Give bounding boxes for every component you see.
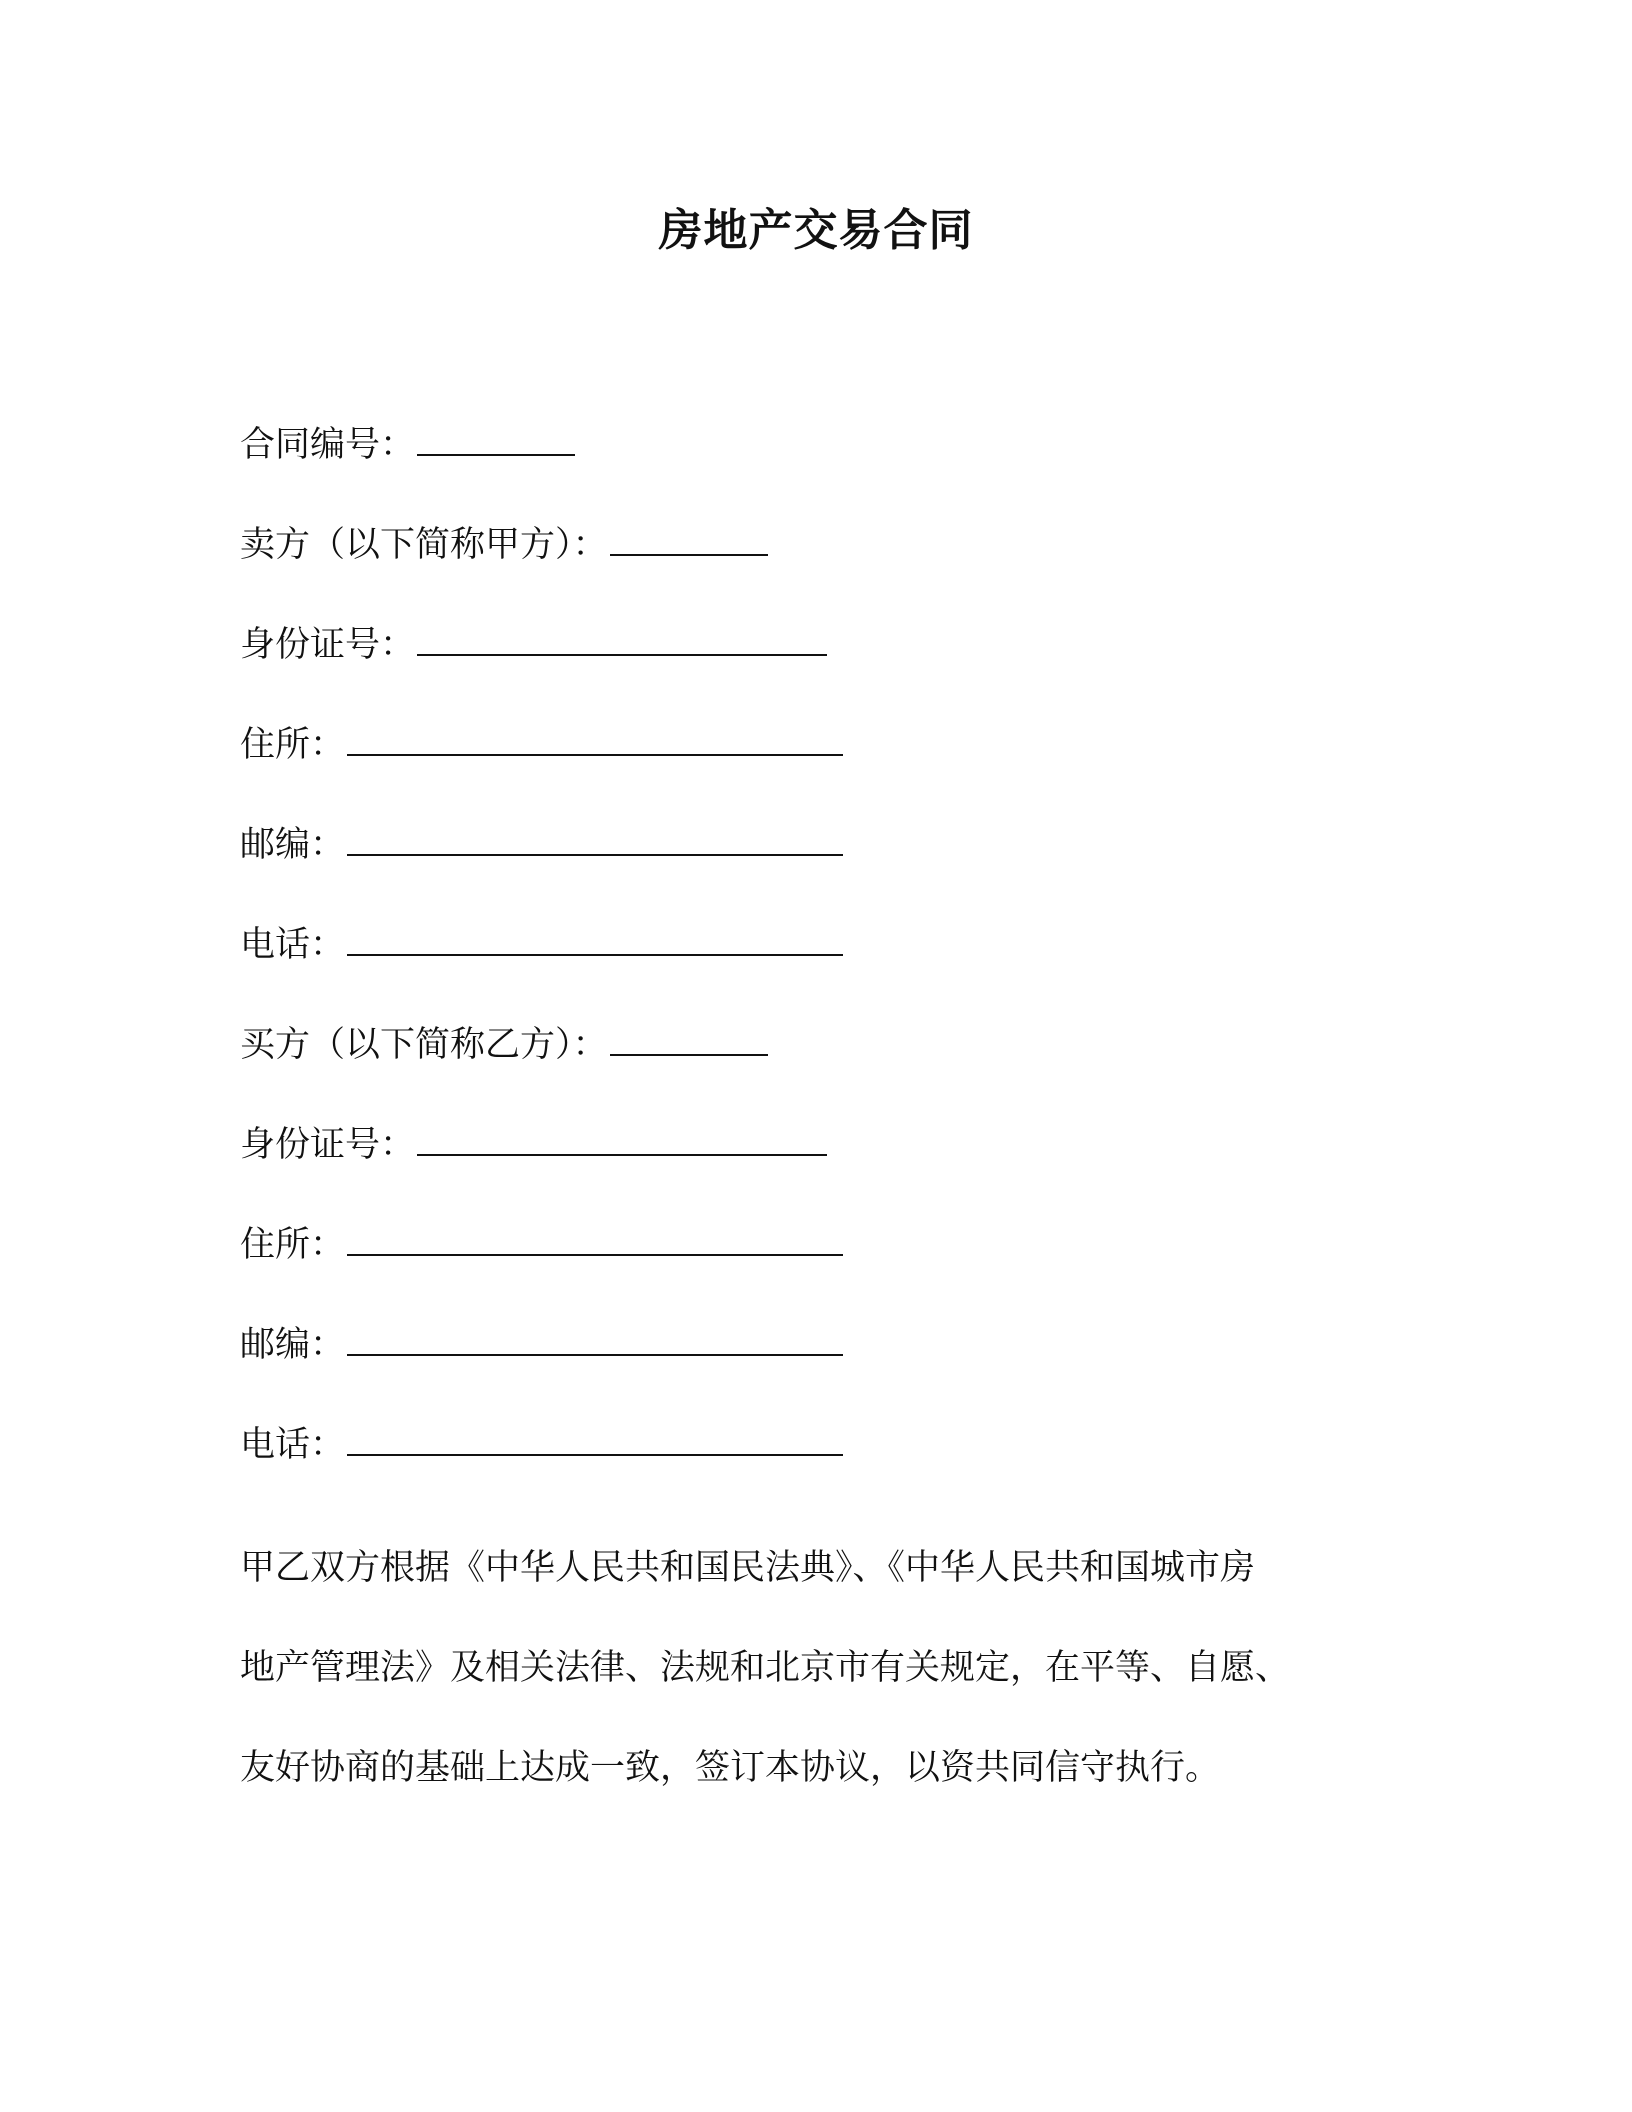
fill-in-blank[interactable] xyxy=(347,1224,843,1256)
field-buyer-address xyxy=(240,1218,1420,1318)
field-label: 住所： xyxy=(240,725,346,765)
field-label: 邮编： xyxy=(240,1325,346,1365)
preamble-line: 友好协商的基础上达成一致，签订本协议，以资共同信守执行。 xyxy=(240,1748,1221,1788)
field-seller-phone xyxy=(240,918,1420,1018)
document-title: 房地产交易合同 xyxy=(658,205,974,256)
field-label: 卖方（以下简称甲方）： xyxy=(240,525,608,565)
field-label: 合同编号： xyxy=(240,425,416,465)
fill-in-blank[interactable] xyxy=(347,924,843,956)
party-info-fields xyxy=(240,418,1420,1518)
fill-in-blank[interactable] xyxy=(347,824,843,856)
field-seller-address xyxy=(240,718,1420,818)
field-label: 邮编： xyxy=(240,825,346,865)
field-contract-number xyxy=(240,418,1420,518)
fill-in-blank[interactable] xyxy=(347,724,843,756)
field-label: 住所： xyxy=(240,1225,346,1265)
field-seller-id-number xyxy=(240,618,1420,718)
field-label: 身份证号： xyxy=(240,625,416,665)
fill-in-blank[interactable] xyxy=(417,424,575,456)
field-buyer-phone xyxy=(240,1418,1420,1518)
field-seller xyxy=(240,518,1420,618)
field-buyer-id-number xyxy=(240,1118,1420,1218)
fill-in-blank[interactable] xyxy=(347,1424,843,1456)
fill-in-blank[interactable] xyxy=(610,1024,768,1056)
fill-in-blank[interactable] xyxy=(347,1324,843,1356)
fill-in-blank[interactable] xyxy=(417,624,827,656)
field-label: 电话： xyxy=(240,1425,346,1465)
preamble-line: 甲乙双方根据《中华人民共和国民法典》、《中华人民共和国城市房 xyxy=(240,1548,1256,1588)
field-label: 电话： xyxy=(240,925,346,965)
field-buyer-postcode xyxy=(240,1318,1420,1418)
preamble-line: 地产管理法》及相关法律、法规和北京市有关规定，在平等、自愿、 xyxy=(240,1648,1291,1688)
fill-in-blank[interactable] xyxy=(417,1124,827,1156)
contract-preamble xyxy=(240,1518,1400,1818)
field-label: 买方（以下简称乙方）： xyxy=(240,1025,608,1065)
field-label: 身份证号： xyxy=(240,1125,416,1165)
field-buyer xyxy=(240,1018,1420,1118)
field-seller-postcode xyxy=(240,818,1420,918)
fill-in-blank[interactable] xyxy=(610,524,768,556)
